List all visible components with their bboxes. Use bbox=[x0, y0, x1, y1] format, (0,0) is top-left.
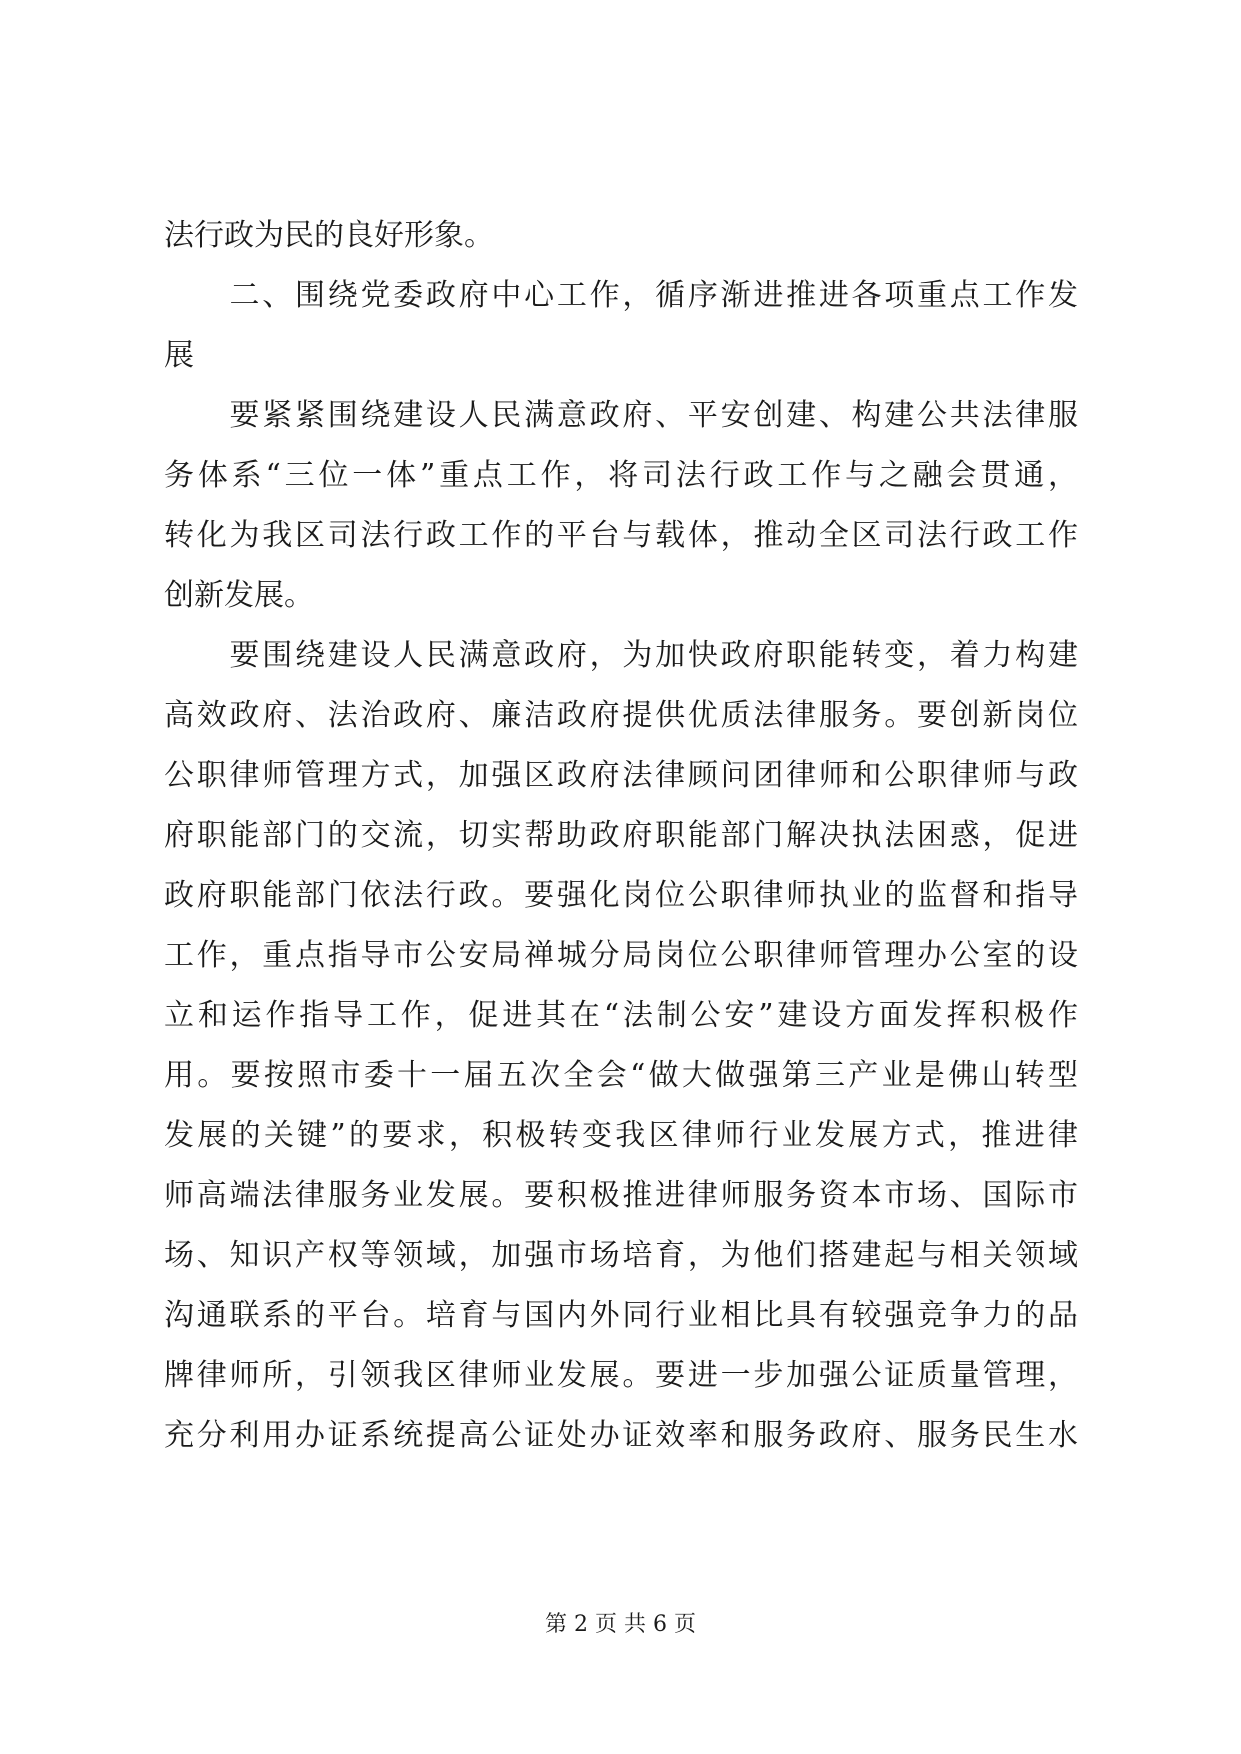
text-line: 工作，重点指导市公安局禅城分局岗位公职律师管理办公室的设 bbox=[164, 938, 1078, 973]
text-line: 师高端法律服务业发展。要积极推进律师服务资本市场、国际市 bbox=[164, 1178, 1078, 1213]
text-line: 法行政为民的良好形象。 bbox=[164, 218, 494, 253]
text-line: 发展的关键”的要求，积极转变我区律师行业发展方式，推进律 bbox=[164, 1118, 1078, 1153]
text-line: 高效政府、法治政府、廉洁政府提供优质法律服务。要创新岗位 bbox=[164, 698, 1078, 733]
text-line: 公职律师管理方式，加强区政府法律顾问团律师和公职律师与政 bbox=[164, 758, 1078, 793]
text-line: 二、围绕党委政府中心工作，循序渐进推进各项重点工作发 bbox=[164, 278, 1078, 313]
text-line: 府职能部门的交流，切实帮助政府职能部门解决执法困惑，促进 bbox=[164, 818, 1078, 853]
text-line: 政府职能部门依法行政。要强化岗位公职律师执业的监督和指导 bbox=[164, 878, 1078, 913]
text-line: 沟通联系的平台。培育与国内外同行业相比具有较强竞争力的品 bbox=[164, 1298, 1078, 1333]
text-line: 展 bbox=[164, 338, 194, 373]
text-line: 要围绕建设人民满意政府，为加快政府职能转变，着力构建 bbox=[164, 638, 1078, 673]
text-line: 要紧紧围绕建设人民满意政府、平安创建、构建公共法律服 bbox=[164, 398, 1078, 433]
text-line: 场、知识产权等领域，加强市场培育，为他们搭建起与相关领域 bbox=[164, 1238, 1078, 1273]
text-line: 用。要按照市委十一届五次全会“做大做强第三产业是佛山转型 bbox=[164, 1058, 1078, 1093]
text-line: 立和运作指导工作，促进其在“法制公安”建设方面发挥积极作 bbox=[164, 998, 1078, 1033]
text-line: 务体系“三位一体”重点工作，将司法行政工作与之融会贯通， bbox=[164, 458, 1078, 493]
text-line: 充分利用办证系统提高公证处办证效率和服务政府、服务民生水 bbox=[164, 1418, 1078, 1453]
text-line: 转化为我区司法行政工作的平台与载体，推动全区司法行政工作 bbox=[164, 518, 1078, 553]
page-number-footer: 第 2 页 共 6 页 bbox=[545, 1612, 696, 1637]
text-line: 创新发展。 bbox=[164, 578, 314, 613]
text-line: 牌律师所，引领我区律师业发展。要进一步加强公证质量管理， bbox=[164, 1358, 1078, 1393]
